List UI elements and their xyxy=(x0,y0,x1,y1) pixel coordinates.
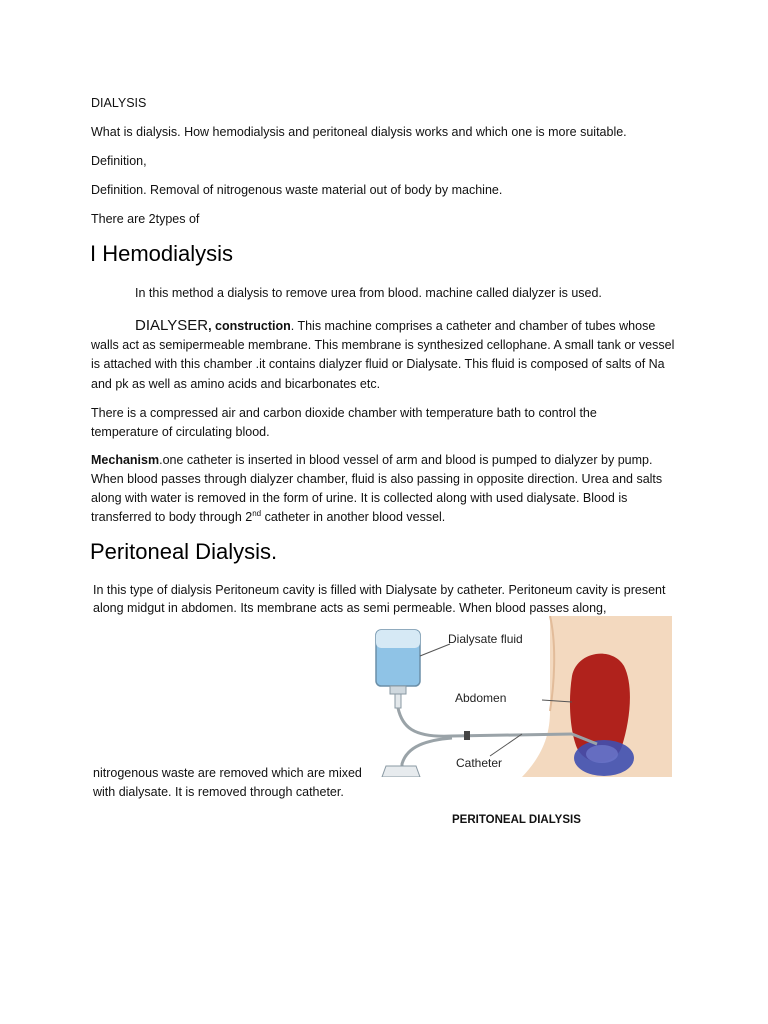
construction-line-1 xyxy=(91,316,691,336)
peritoneal-line-2: along midgut in abdomen. Its membrane acts as semi permeable. When blood passes along, xyxy=(93,601,607,615)
mechanism-text-1: .one catheter is inserted in blood vessel of arm and blood is pumped to dialyzer by pump. xyxy=(159,453,653,467)
hemodialysis-method: In this method a dialysis to remove urea from blood. machine called dialyzer is used. xyxy=(135,286,602,300)
label-catheter: Catheter xyxy=(456,756,503,770)
chamber-line-1: There is a compressed air and carbon dioxide chamber with temperature bath to control the xyxy=(91,406,597,420)
peritoneal-dialysis-figure xyxy=(372,616,672,777)
superscript-nd: nd xyxy=(252,508,262,518)
mechanism-line-2: When blood passes through dialyzer chamber, fluid is also passing in opposite direction. Urea and salts xyxy=(91,472,663,486)
types-line: There are 2types of xyxy=(91,212,200,226)
hemodialysis-heading: I Hemodialysis xyxy=(90,241,234,266)
doc-title: DIALYSIS xyxy=(91,96,147,110)
mechanism-label: Mechanism xyxy=(91,453,160,467)
construction-line-3: is attached with this chamber .it contains dialyzer fluid or Dialysate. This fluid is composed of salts of Na xyxy=(91,357,665,371)
label-abdomen: Abdomen xyxy=(455,691,507,705)
construction-text-1: . This machine comprises a catheter and chamber of tubes whose xyxy=(290,319,656,333)
figure-caption: PERITONEAL DIALYSIS xyxy=(452,814,581,826)
mechanism-text-4a: transferred to body through 2 xyxy=(91,510,253,524)
peritoneal-line-3: nitrogenous waste are removed which are mixed xyxy=(93,766,362,780)
mechanism-text-4b: catheter in another blood vessel. xyxy=(261,510,446,524)
mechanism-line-1 xyxy=(91,451,691,470)
label-dialysate-fluid: Dialysate fluid xyxy=(448,632,523,646)
doc-intro: What is dialysis. How hemodialysis and peritoneal dialysis works and which one is more suitable. xyxy=(91,125,627,139)
peritoneal-line-1: In this type of dialysis Peritoneum cavity is filled with Dialysate by catheter. Peritoneum cavity is present xyxy=(93,583,666,597)
definition-heading: Definition, xyxy=(91,154,147,168)
dialyser-label: DIALYSER xyxy=(135,317,209,334)
construction-label: , construction xyxy=(208,319,291,333)
chamber-line-2: temperature of circulating blood. xyxy=(91,425,270,439)
peritoneal-diagram xyxy=(372,616,672,777)
peritoneal-line-4: with dialysate. It is removed through catheter. xyxy=(93,785,344,799)
mechanism-line-3: along with water is removed in the form of urine. It is collected along with used dialysate. Blood is xyxy=(91,491,628,505)
construction-line-4: and pk as well as amino acids and bicarbonates etc. xyxy=(91,377,381,391)
construction-line-2: walls act as semipermeable membrane. This membrane is synthesized cellophane. A small tank or vessel xyxy=(91,338,675,352)
peritoneal-heading: Peritoneal Dialysis. xyxy=(90,539,278,564)
definition-text: Definition. Removal of nitrogenous waste material out of body by machine. xyxy=(91,183,503,197)
mechanism-line-4 xyxy=(91,508,691,527)
